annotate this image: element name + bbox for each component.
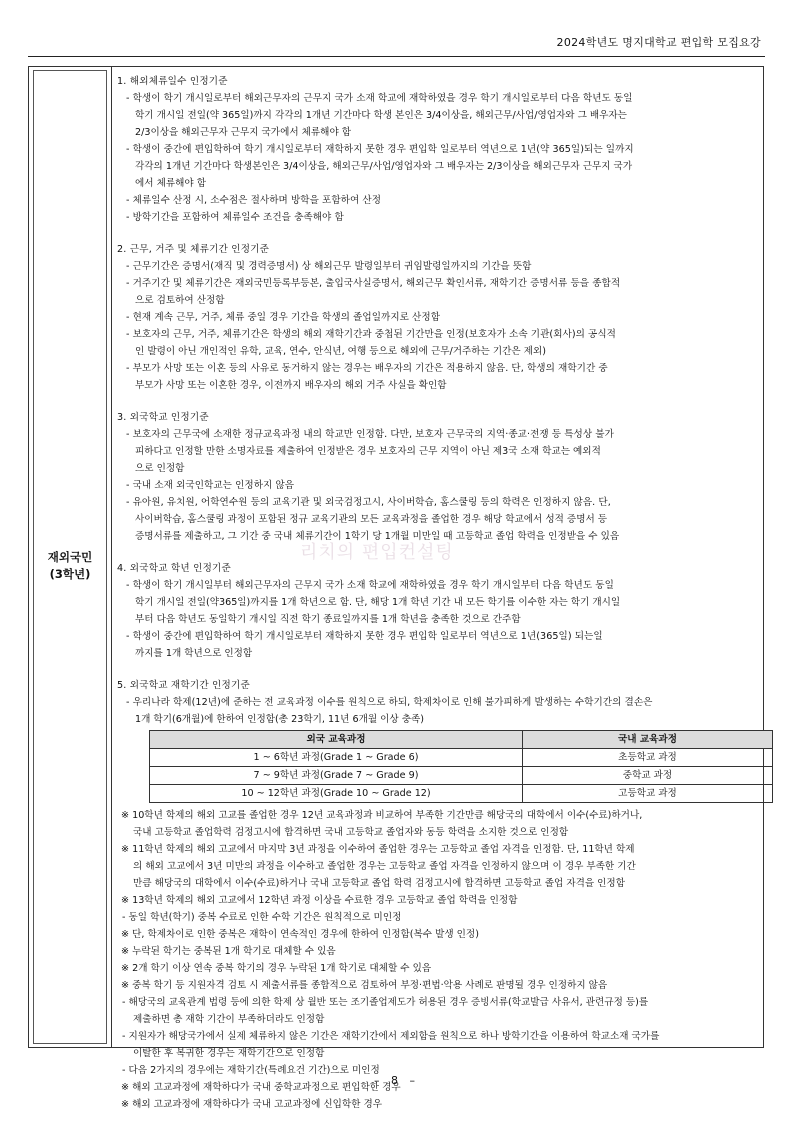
note-sub-item: - 동일 학년(학기) 중복 수료로 인한 수학 기간은 원칙적으로 미인정 (122, 912, 402, 923)
section-item: - 근무기간은 증명서(재직 및 경력증명서) 상 해외근무 발령일부터 귀임발령일까지의 기간을 뜻함 (126, 261, 532, 272)
table-row (150, 749, 773, 767)
table-cell: 10 ~ 12학년 과정(Grade 10 ~ Grade 12) (150, 785, 523, 803)
section-item: - 학생이 학기 개시일부터 해외근무자의 근무지 국가 소재 학교에 재학하였을 경우 학기 개시일부터 다음 학년도 동일 (126, 580, 614, 591)
note-sub-item: - 해당국의 교육관계 법령 등에 의한 학제 상 월반 또는 조기졸업제도가 허용된 경우 증빙서류(학교발급 사유서, 관련규정 등)를 (122, 997, 649, 1008)
section-item: - 방학기간을 포함하여 체류일수 조건을 충족해야 함 (126, 212, 344, 223)
note-item-cont: 만큼 해당국의 대학에서 이수(수료)하거나 국내 고등학교 졸업 학력 검정고시에 합격하면 고등학교 졸업 자격을 인정함 (133, 878, 625, 889)
section-title: 3. 외국학교 인정기준 (117, 412, 209, 423)
category-cell (33, 70, 107, 1044)
category-line-1: 재외국민 (47, 550, 93, 564)
section-title: 2. 근무, 거주 및 체류기간 인정기준 (117, 244, 270, 255)
section-item: - 국내 소재 외국인학교는 인정하지 않음 (126, 480, 295, 491)
table-row (150, 785, 773, 803)
section-item-cont: 에서 체류해야 함 (135, 178, 206, 189)
table-cell: 중학교 과정 (523, 767, 773, 785)
section-item-cont: 으로 검토하여 산정함 (135, 295, 225, 306)
note-item: ※ 해외 고교과정에 재학하다가 국내 중학교과정으로 편입학한 경우 (121, 1082, 401, 1093)
section-item-cont: 부모가 사망 또는 이혼한 경우, 이전까지 배우자의 해외 거주 사실을 확인함 (135, 380, 447, 391)
section-item: - 보호자의 근무, 거주, 체류기간은 학생의 해외 재학기간과 중첩된 기간만을 인정(보호자가 소속 기관(회사)의 공식적 (126, 329, 616, 340)
note-item: ※ 10학년 학제의 해외 고교를 졸업한 경우 12년 교육과정과 비교하여 부족한 기간만큼 해당국의 대학에서 이수(수료)하거나, (121, 810, 643, 821)
section-1 (115, 73, 757, 226)
section-2 (115, 241, 757, 394)
page-header (28, 30, 765, 57)
section-item: - 학생이 중간에 편입학하여 학기 개시일로부터 재학하지 못한 경우 편입학 일로부터 역년으로 1년(약 365일)되는 일까지 (126, 144, 634, 155)
note-sub-item: - 지원자가 해당국가에서 실제 체류하지 않은 기간은 재학기간에서 제외함을 원칙으로 하나 방학기간을 이용하여 학교소재 국가를 (122, 1031, 660, 1042)
section-item-cont: 2/3이상을 해외근무자 근무지 국가에서 체류해야 함 (135, 127, 352, 138)
section-item-cont: 1개 학기(6개월)에 한하여 인정함(총 23학기, 11년 6개월 이상 충족) (135, 714, 425, 725)
section-item-cont: 인 발령이 아닌 개인적인 유학, 교육, 연수, 안식년, 여행 등으로 해외에 근무/거주하는 기간은 제외) (135, 346, 546, 357)
section-5 (115, 677, 757, 1113)
note-item: ※ 해외 고교과정에 재학하다가 국내 고교과정에 신입학한 경우 (121, 1099, 383, 1110)
note-item: ※ 2개 학기 이상 연속 중복 학기의 경우 누락된 1개 학기로 대체할 수 있음 (121, 963, 432, 974)
table-header-foreign: 외국 교육과정 (150, 731, 523, 749)
section-item: - 체류일수 산정 시, 소수점은 절사하며 방학을 포함하여 산정 (126, 195, 382, 206)
section-item-cont: 각각의 1개년 기간마다 학생본인은 3/4이상을, 해외근무/사업/영업자와 그 배우자는 2/3이상을 해외근무자 근무지 국가 (135, 161, 633, 172)
note-sub-item: - 다음 2가지의 경우에는 재학기간(특례요건 기간)으로 미인정 (122, 1065, 380, 1076)
section-item: - 거주기간 및 체류기간은 재외국민등록부등본, 출입국사실증명서, 해외근무 확인서류, 재학기간 증명서류 등을 종합적 (126, 278, 621, 289)
table-cell: 1 ~ 6학년 과정(Grade 1 ~ Grade 6) (150, 749, 523, 767)
section-item: - 현재 계속 근무, 거주, 체류 중일 경우 기간을 학생의 졸업일까지로 산정함 (126, 312, 441, 323)
table-cell: 고등학교 과정 (523, 785, 773, 803)
header-title: 2024학년도 명지대학교 편입학 모집요강 (556, 36, 761, 49)
section-item: - 학생이 학기 개시일로부터 해외근무자의 근무지 국가 소재 학교에 재학하였을 경우 학기 개시일로부터 다음 학년도 동일 (126, 93, 633, 104)
note-item: ※ 중복 학기 등 지원자격 검토 시 제출서류를 종합적으로 검토하여 부정·편법·악용 사례로 판명될 경우 인정하지 않음 (121, 980, 608, 991)
section-item-cont: 으로 인정함 (135, 463, 185, 474)
section-title: 4. 외국학교 학년 인정기준 (117, 563, 231, 574)
note-item-cont: 의 해외 고교에서 3년 미만의 과정을 이수하고 졸업한 경우는 고등학교 졸업 자격을 인정하지 않으며 이 경우 부족한 기간 (133, 861, 636, 872)
section-item: - 학생이 중간에 편입학하여 학기 개시일로부터 재학하지 못한 경우 편입학 일로부터 역년으로 1년(365일) 되는일 (126, 631, 603, 642)
note-item: ※ 13학년 학제의 해외 고교에서 12학년 과정 이상을 수료한 경우 고등학교 졸업 학력을 인정함 (121, 895, 518, 906)
note-item: ※ 11학년 학제의 해외 고교에서 마지막 3년 과정을 이수하여 졸업한 경우는 고등학교 졸업 자격을 인정함. 단, 11학년 학제 (121, 844, 635, 855)
note-item: ※ 누락된 학기는 중복된 1개 학기로 대체할 수 있음 (121, 946, 336, 957)
note-item-cont: 이탈한 후 복귀한 경우는 재학기간으로 인정함 (133, 1048, 325, 1059)
table-header-domestic: 국내 교육과정 (523, 731, 773, 749)
table-header-row (150, 731, 773, 749)
section-item-cont: 증명서류를 제출하고, 그 기간 중 국내 체류기간이 1학기 당 1개월 미만일 때 고등학교 졸업 학력을 인정받을 수 있음 (135, 531, 620, 542)
section-item: - 부모가 사망 또는 이혼 등의 사유로 동거하지 않는 경우는 배우자의 기간은 적용하지 않음. 단, 학생의 재학기간 중 (126, 363, 608, 374)
section-title: 1. 해외체류일수 인정기준 (117, 76, 228, 87)
section-item-cont: 피하다고 인정할 만한 소명자료를 제출하여 인정받은 경우 보호자의 근무 지역이 아닌 제3국 소재 학교는 예외적 (135, 446, 601, 457)
table-cell: 초등학교 과정 (523, 749, 773, 767)
category-label (34, 549, 106, 583)
section-item-cont: 사이버학습, 홈스쿨링 과정이 포함된 정규 교육기관의 모든 교육과정을 졸업한 경우 해당 학교에서 성적 증명서 등 (135, 514, 608, 525)
category-line-2: (3학년) (49, 567, 91, 581)
page-number: – 8 – (374, 1074, 419, 1087)
content-column (115, 73, 757, 1113)
section-item: - 우리나라 학제(12년)에 준하는 전 교육과정 이수를 원칙으로 하되, 학제차이로 인해 불가피하게 발생하는 수학기간의 결손은 (126, 697, 653, 708)
section-item: - 보호자의 근무국에 소재한 정규교육과정 내의 학교만 인정함. 다만, 보호자 근무국의 지역·종교·전쟁 등 특성상 불가 (126, 429, 614, 440)
section-title: 5. 외국학교 재학기간 인정기준 (117, 680, 250, 691)
section-item: - 유아원, 유치원, 어학연수원 등의 교육기관 및 외국검정고시, 사이버학습, 홈스쿨링 등의 학력은 인정하지 않음. 단, (126, 497, 611, 508)
category-column (29, 67, 112, 1047)
section-item-cont: 부터 다음 학년도 동일학기 개시일 직전 학기 종료일까지를 1개 학년을 충족한 것으로 간주함 (135, 614, 521, 625)
table-cell: 7 ~ 9학년 과정(Grade 7 ~ Grade 9) (150, 767, 523, 785)
content-table (28, 66, 764, 1110)
section-4 (115, 560, 757, 662)
education-course-table (149, 730, 773, 803)
section-item-cont: 까지를 1개 학년으로 인정함 (135, 648, 253, 659)
section-item-cont: 학기 개시일 전일(약365일)까지를 1개 학년으로 함. 단, 해당 1개 학년 기간 내 모든 학기를 이수한 자는 학기 개시일 (135, 597, 621, 608)
table-row (150, 767, 773, 785)
section-3 (115, 409, 757, 545)
note-item-cont: 국내 고등학교 졸업학력 검정고시에 합격하면 국내 고등학교 졸업자와 동등 학력을 소지한 것으로 인정함 (133, 827, 569, 838)
watermark: 리치의 편입컨설팅 (300, 542, 454, 563)
note-item: ※ 단, 학제차이로 인한 중복은 재학이 연속적인 경우에 한하여 인정함(복수 발생 인정) (121, 929, 479, 940)
section-item-cont: 학기 개시일 전일(약 365일)까지 각각의 1개년 기간마다 학생 본인은 3/4이상을, 해외근무/사업/영업자와 그 배우자는 (135, 110, 627, 121)
note-item-cont: 제출하면 총 재학 기간이 부족하더라도 인정함 (133, 1014, 325, 1025)
